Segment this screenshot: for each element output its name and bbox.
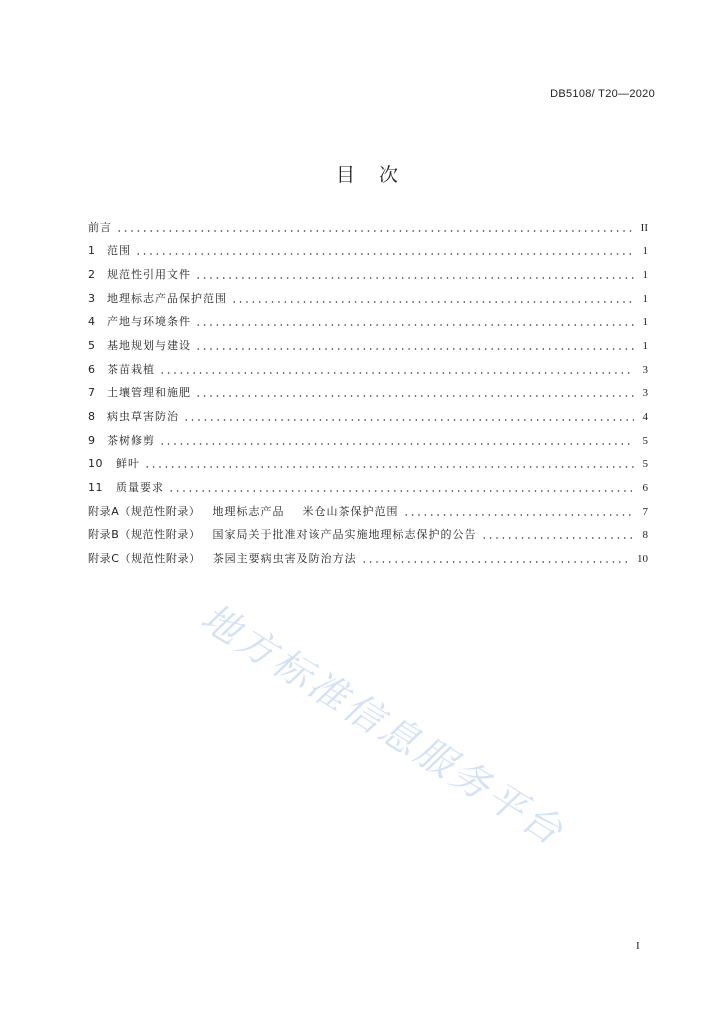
toc-entry-appendix — [88, 523, 648, 547]
toc-entry — [88, 311, 648, 335]
toc-entry-title: 质量要求 — [116, 480, 164, 494]
toc-entry-number: 7 — [88, 386, 96, 400]
toc-entry-title: 病虫草害防治 — [107, 409, 179, 423]
toc-entry-page: 3 — [642, 387, 648, 400]
toc-entry-title: 国家局关于批准对该产品实施地理标志保护的公告 — [212, 528, 477, 542]
toc-entry — [88, 429, 648, 453]
toc-entry-appendix — [88, 500, 648, 524]
toc-entry-title: 地理标志产品 米仓山茶保护范围 — [212, 504, 399, 518]
toc-entry-page: 1 — [642, 316, 648, 329]
toc-entry-number: 11 — [88, 480, 103, 494]
toc-entry-page: 4 — [642, 410, 648, 423]
toc-entry — [88, 240, 648, 264]
toc-entry — [88, 358, 648, 382]
toc-leader-dots — [168, 489, 634, 493]
toc-entry-page: 1 — [642, 245, 648, 258]
toc-entry-number: 8 — [88, 409, 96, 423]
toc-entry-title: 鲜叶 — [116, 457, 140, 471]
toc-entry-number: 9 — [88, 433, 96, 447]
toc-entry-title: 茶园主要病虫害及防治方法 — [212, 551, 357, 565]
toc-entry-title: 地理标志产品保护范围 — [107, 291, 227, 305]
toc-entry-title: 产地与环境条件 — [107, 315, 191, 329]
toc-leader-dots — [231, 300, 634, 304]
toc-entry-number: 10 — [88, 457, 103, 471]
toc-leader-dots — [144, 465, 634, 469]
toc-leader-dots — [116, 229, 634, 233]
toc-entry-appendix — [88, 547, 648, 571]
toc-entry-title: 基地规划与建设 — [107, 339, 191, 353]
toc-leader-dots — [403, 513, 634, 517]
toc-entry-page: 7 — [642, 505, 648, 518]
toc-entry-page: 10 — [637, 552, 648, 565]
toc-entry-number: 3 — [88, 291, 96, 305]
toc-leader-dots — [195, 394, 634, 398]
toc-entry-page: 1 — [642, 340, 648, 353]
toc-leader-dots — [183, 418, 634, 422]
document-code: DB5108/ T20—2020 — [550, 88, 655, 100]
toc-leader-dots — [195, 276, 634, 280]
toc-entry-title: 土壤管理和施肥 — [107, 386, 191, 400]
toc-entry-preface — [88, 216, 648, 240]
toc-leader-dots — [159, 371, 634, 375]
toc-entry — [88, 381, 648, 405]
toc-entry-page: II — [640, 221, 648, 234]
toc-leader-dots — [195, 323, 634, 327]
toc-leader-dots — [159, 442, 634, 446]
toc-entry — [88, 452, 648, 476]
toc-entry — [88, 405, 648, 429]
toc-leader-dots — [361, 560, 631, 564]
toc-entry-number: 1 — [88, 244, 96, 258]
toc-appendix-label: 附录B（规范性附录） — [88, 528, 201, 542]
toc-entry-title: 茶树修剪 — [107, 433, 155, 447]
toc-entry-page: 1 — [642, 292, 648, 305]
toc-entry-number: 4 — [88, 315, 96, 329]
toc-entry — [88, 476, 648, 500]
toc-leader-dots — [481, 536, 634, 540]
toc-leader-dots — [135, 252, 634, 256]
toc-entry-page: 5 — [642, 434, 648, 447]
toc-entry-title: 规范性引用文件 — [107, 268, 191, 282]
page-title: 目 次 — [335, 164, 403, 186]
footer-page-number: I — [636, 940, 640, 952]
toc-entry-title: 茶苗栽植 — [107, 362, 155, 376]
toc-entry — [88, 334, 648, 358]
toc-entry — [88, 263, 648, 287]
watermark-text: 地方标准信息服务平台 — [193, 595, 573, 855]
toc-entry-page: 3 — [642, 363, 648, 376]
toc-entry-page: 8 — [642, 529, 648, 542]
toc-entry-number: 5 — [88, 339, 96, 353]
toc-entry-number: 6 — [88, 362, 96, 376]
toc-entry-page: 5 — [642, 458, 648, 471]
toc-entry-title: 前言 — [88, 220, 112, 234]
toc-entry-page: 6 — [642, 481, 648, 494]
toc-entry-number: 2 — [88, 268, 96, 282]
toc-entry-page: 1 — [642, 269, 648, 282]
toc-leader-dots — [195, 347, 634, 351]
toc-entry-title: 范围 — [107, 244, 131, 258]
toc-appendix-label: 附录C（规范性附录） — [88, 551, 201, 565]
table-of-contents — [88, 216, 648, 571]
toc-appendix-label: 附录A（规范性附录） — [88, 504, 201, 518]
toc-entry — [88, 287, 648, 311]
